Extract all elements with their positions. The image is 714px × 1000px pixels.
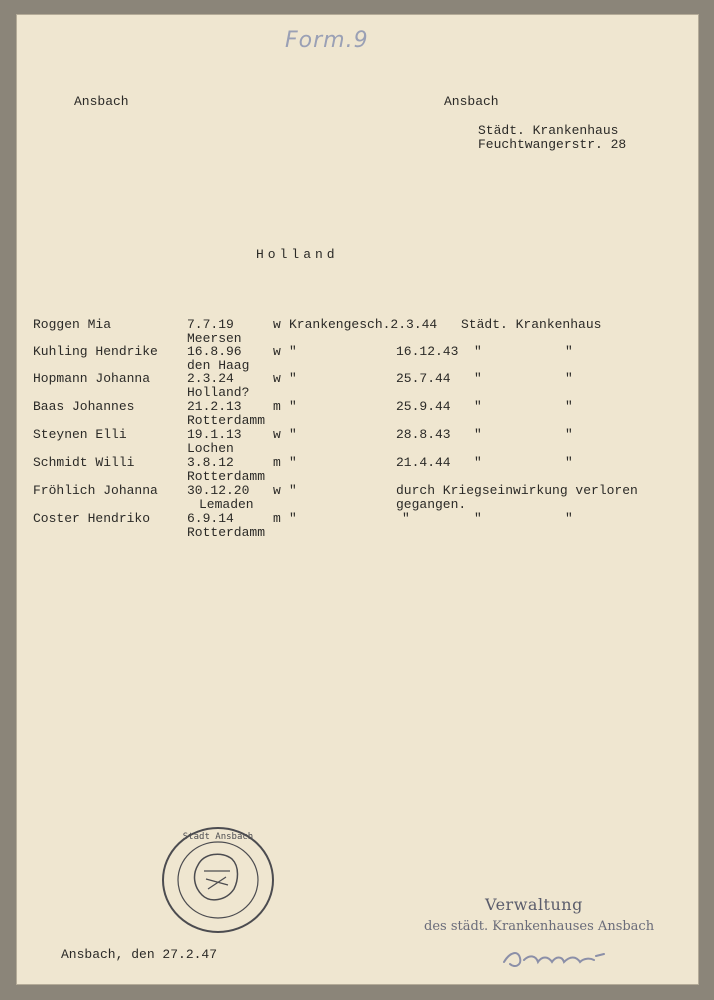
- row-date: 25.7.44: [396, 371, 451, 386]
- row-name: Kuhling Hendrike: [33, 344, 158, 359]
- row-name: Baas Johannes: [33, 399, 135, 414]
- row-note: ": [289, 455, 297, 470]
- row-sex: w: [273, 483, 281, 498]
- row-ditto: ": [474, 427, 482, 442]
- seal-text: Stadt Ansbach: [182, 832, 254, 842]
- row-note: Krankengesch.2.3.44: [289, 317, 438, 332]
- row-ditto: ": [474, 399, 482, 414]
- row-sex: w: [273, 317, 281, 332]
- row-ditto: ": [474, 344, 482, 359]
- row-name: Roggen Mia: [33, 317, 112, 332]
- row-dob: 6.9.14: [187, 511, 234, 526]
- row-ditto: ": [474, 371, 482, 386]
- row-ditto: ": [565, 511, 573, 526]
- row-note: ": [289, 511, 297, 526]
- row-name: Fröhlich Johanna: [33, 483, 158, 498]
- row-name: Coster Hendriko: [33, 511, 151, 526]
- row-place: Holland?: [187, 385, 250, 400]
- row-note: ": [289, 427, 297, 442]
- row-ditto: ": [565, 344, 573, 359]
- row-place: Rotterdamm: [187, 413, 266, 428]
- row-dob: 21.2.13: [187, 399, 242, 414]
- row-name: Schmidt Willi: [33, 455, 135, 470]
- administration-stamp-subline: des städt. Krankenhauses Ansbach: [424, 919, 655, 934]
- document-page: [16, 14, 699, 985]
- row-note: ": [289, 483, 297, 498]
- row-sex: m: [273, 455, 281, 470]
- row-ditto: ": [402, 511, 410, 526]
- row-sex: w: [273, 371, 281, 386]
- row-dob: 30.12.20: [187, 483, 250, 498]
- document-title: Holland: [256, 247, 339, 262]
- row-place: Lochen: [187, 441, 234, 456]
- row-place: den Haag: [187, 358, 250, 373]
- row-ditto: ": [565, 399, 573, 414]
- row-sex: w: [273, 344, 281, 359]
- row-sex: w: [273, 427, 281, 442]
- row-name: Steynen Elli: [33, 427, 127, 442]
- header-institution: Städt. Krankenhaus: [478, 123, 619, 138]
- row-dob: 3.8.12: [187, 455, 234, 470]
- row-remark: durch Kriegseinwirkung verloren: [396, 483, 638, 498]
- row-date: 21.4.44: [396, 455, 451, 470]
- row-place: Meersen: [187, 331, 242, 346]
- header-street: Feuchtwangerstr. 28: [478, 137, 627, 152]
- row-ditto: ": [474, 511, 482, 526]
- row-sex: m: [273, 399, 281, 414]
- row-place: Lemaden: [199, 497, 254, 512]
- pencil-note: Form.9: [285, 28, 369, 53]
- header-right-city: Ansbach: [444, 94, 499, 109]
- row-dob: 7.7.19: [187, 317, 234, 332]
- row-remark: Städt. Krankenhaus: [461, 317, 602, 332]
- row-dob: 16.8.96: [187, 344, 242, 359]
- administration-stamp: Verwaltung: [485, 895, 583, 914]
- row-note: ": [289, 399, 297, 414]
- row-note: ": [289, 344, 297, 359]
- row-date: 25.9.44: [396, 399, 451, 414]
- row-date: 16.12.43: [396, 344, 459, 359]
- row-ditto: ": [474, 455, 482, 470]
- city-seal-stamp: [160, 825, 276, 935]
- row-date: 28.8.43: [396, 427, 451, 442]
- row-place: Rotterdamm: [187, 525, 266, 540]
- handwritten-signature: [500, 944, 610, 972]
- row-remark: gegangen.: [396, 497, 467, 512]
- row-dob: 19.1.13: [187, 427, 242, 442]
- header-left-city: Ansbach: [74, 94, 129, 109]
- row-ditto: ": [565, 455, 573, 470]
- row-place: Rotterdamm: [187, 469, 266, 484]
- row-ditto: ": [565, 371, 573, 386]
- row-name: Hopmann Johanna: [33, 371, 151, 386]
- row-sex: m: [273, 511, 281, 526]
- row-dob: 2.3.24: [187, 371, 234, 386]
- row-note: ": [289, 371, 297, 386]
- row-ditto: ": [565, 427, 573, 442]
- place-and-date: Ansbach, den 27.2.47: [61, 947, 218, 962]
